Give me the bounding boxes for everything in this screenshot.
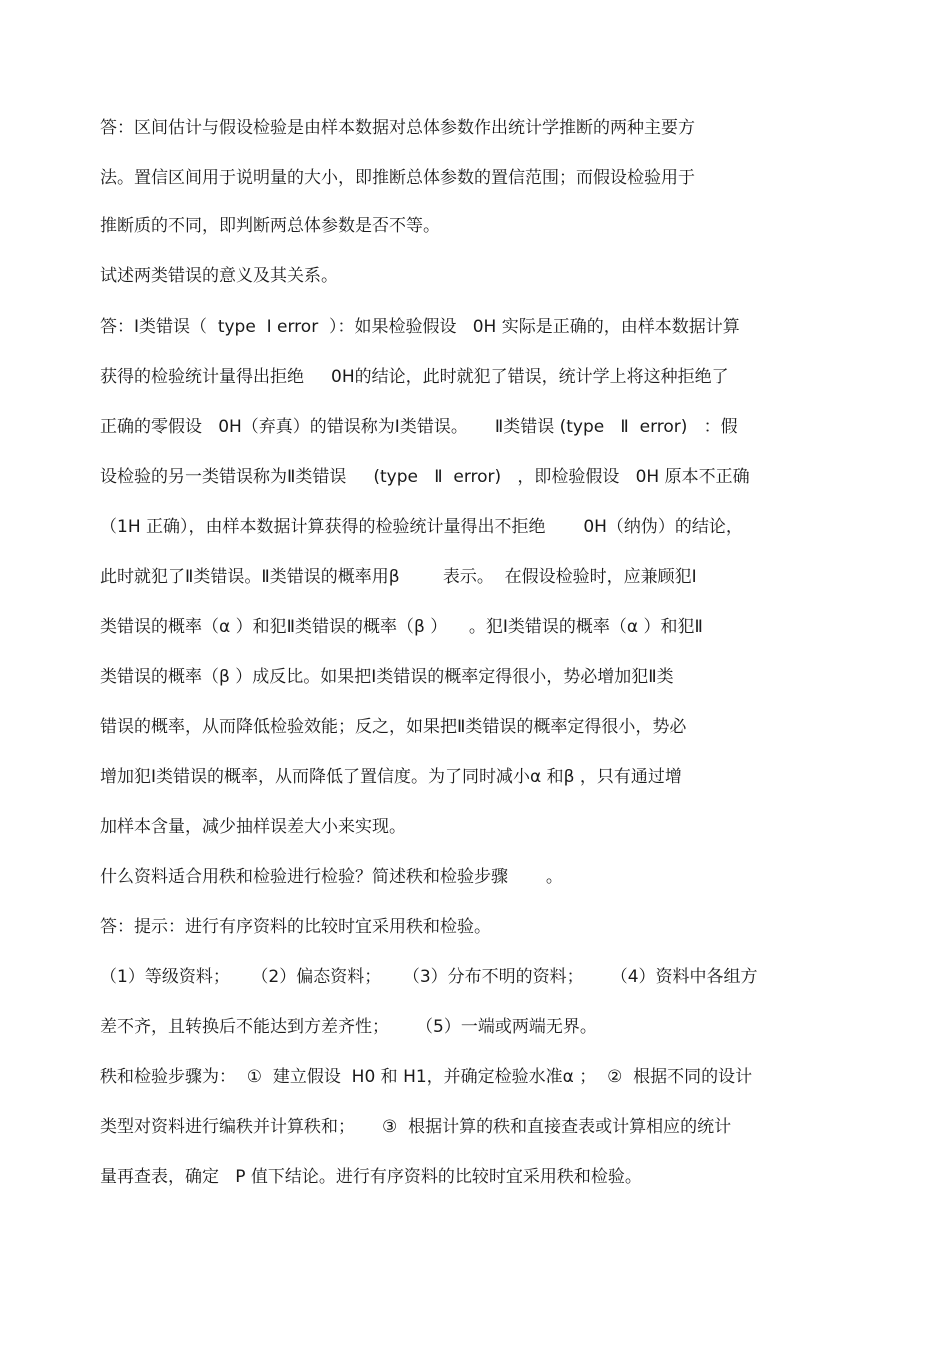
text-line: 秩和检验步骤为： ① 建立假设 H0 和 H1，并确定检验水准α ； ② 根据不同的设计 [100, 1067, 753, 1087]
text-line: 类型对资料进行编秩并计算秩和； ③ 根据计算的秩和直接查表或计算相应的统计 [100, 1117, 732, 1137]
text-line: 加样本含量，减少抽样误差大小来实现。 [100, 817, 406, 837]
text-line: （1H 正确），由样本数据计算获得的检验统计量得出不拒绝 0H（纳伪）的结论， [100, 517, 743, 537]
text-line: 正确的零假设 0H（弃真）的错误称为Ⅰ类错误。 Ⅱ类错误 (type Ⅱ error) ：假 [100, 417, 738, 437]
text-line: 什么资料适合用秩和检验进行检验？简述秩和检验步骤 。 [100, 867, 563, 887]
text-line: 答：Ⅰ类错误（ type Ⅰ error ）：如果检验假设 0H 实际是正确的，由样本数据计算 [100, 317, 740, 337]
text-line: 设检验的另一类错误称为Ⅱ类错误 (type Ⅱ error) ，即检验假设 0H 原本不正确 [100, 467, 750, 487]
text-line: 答：区间估计与假设检验是由样本数据对总体参数作出统计学推断的两种主要方 [100, 118, 695, 138]
text-line: 类错误的概率（α ）和犯Ⅱ类错误的概率（β ） 。犯Ⅰ类错误的概率（α ）和犯Ⅱ [100, 617, 703, 637]
text-line: 法。置信区间用于说明量的大小，即推断总体参数的置信范围；而假设检验用于 [100, 168, 695, 188]
text-line: 错误的概率，从而降低检验效能；反之，如果把Ⅱ类错误的概率定得很小，势必 [100, 717, 687, 737]
text-line: 类错误的概率（β ）成反比。如果把Ⅰ类错误的概率定得很小，势必增加犯Ⅱ类 [100, 667, 674, 687]
text-line: 推断质的不同，即判断两总体参数是否不等。 [100, 216, 440, 236]
text-line: （1）等级资料； （2）偏态资料； （3）分布不明的资料； （4）资料中各组方 [100, 967, 758, 987]
text-line: 此时就犯了Ⅱ类错误。Ⅱ类错误的概率用β 表示。 在假设检验时，应兼顾犯Ⅰ [100, 567, 697, 587]
text-line: 差不齐，且转换后不能达到方差齐性； （5）一端或两端无界。 [100, 1017, 597, 1037]
text-line: 试述两类错误的意义及其关系。 [100, 266, 338, 286]
text-line: 获得的检验统计量得出拒绝 0H的结论，此时就犯了错误，统计学上将这种拒绝了 [100, 367, 729, 387]
text-line: 答：提示：进行有序资料的比较时宜采用秩和检验。 [100, 917, 491, 937]
text-line: 增加犯Ⅰ类错误的概率，从而降低了置信度。为了同时减小α 和β ，只有通过增 [100, 767, 682, 787]
text-line: 量再查表，确定 P 值下结论。进行有序资料的比较时宜采用秩和检验。 [100, 1167, 642, 1187]
